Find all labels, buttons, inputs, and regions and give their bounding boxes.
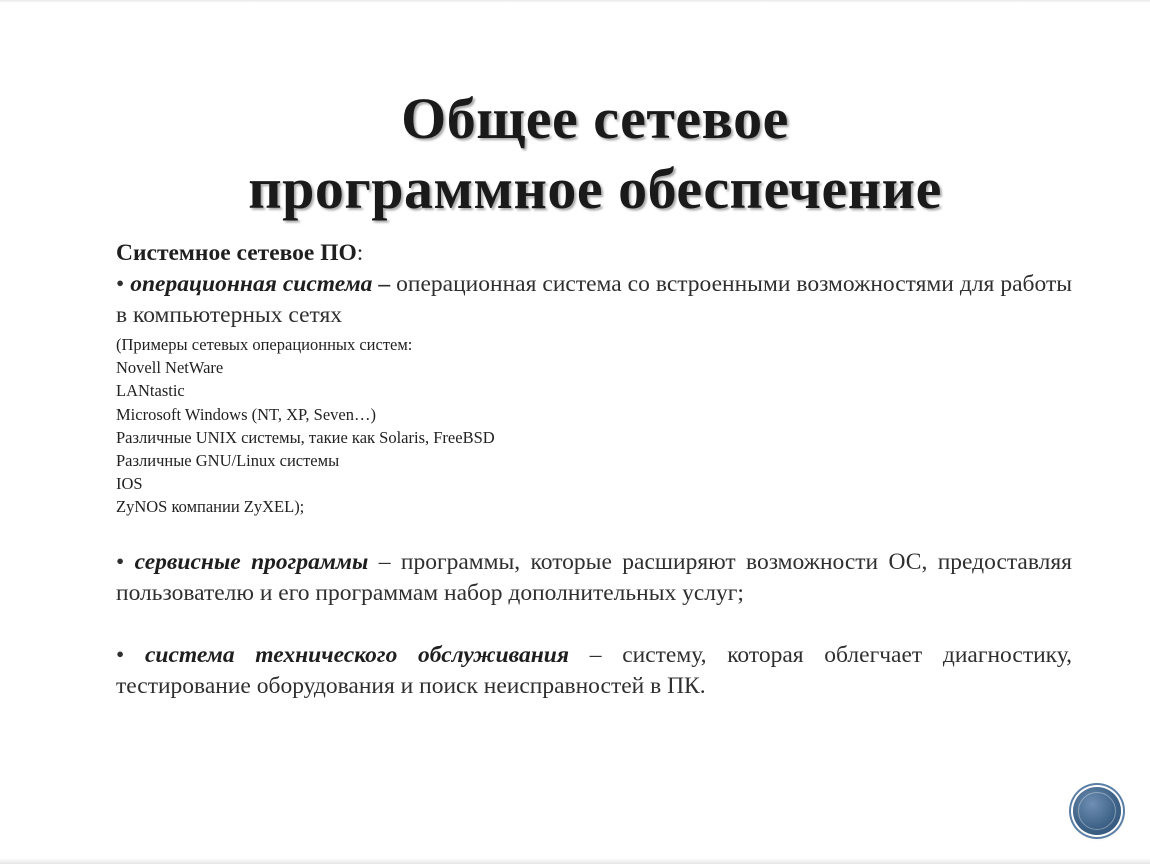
examples-list-item: LANtastic	[116, 381, 185, 401]
title-line-1: Общее сетевое	[401, 86, 789, 151]
section-heading-text: Системное сетевое ПО	[116, 240, 357, 266]
examples-list	[116, 333, 1072, 519]
term-service: сервисные программы	[134, 548, 369, 575]
title-line-2: программное обеспечение	[248, 156, 942, 221]
term-maintenance: система технического обслуживания	[144, 641, 569, 668]
section-heading-colon: :	[356, 240, 364, 266]
bullet-item-os	[116, 269, 1072, 331]
bullet-item-service	[116, 547, 1072, 609]
examples-list-item: Различные GNU/Linux системы	[116, 451, 340, 471]
examples-list-item: ZyNOS компании ZyXEL);	[116, 497, 305, 517]
examples-list-item: Различные UNIX системы, такие как Solaris, FreeBSD	[116, 427, 495, 447]
section-heading	[116, 238, 1072, 269]
definition-service: программы, которые расширяют возможности ОС, предоставляя пользователю и его программам набор дополнительных услуг;	[116, 548, 1072, 606]
circle-nav-icon[interactable]	[1073, 787, 1121, 835]
examples-list-item: Novell NetWare	[116, 358, 224, 378]
definition-os: операционная система со встроенными возможностями для работы в компьютерных сетях	[116, 271, 1072, 328]
examples-list-item: Microsoft Windows (NT, XP, Seven…)	[116, 404, 376, 424]
bullet-marker: •	[116, 641, 125, 668]
slide-top-edge	[0, 0, 1150, 3]
term-dash: –	[372, 271, 397, 297]
definition-maintenance: систему, которая облегчает диагностику, тестирование оборудования и поиск неисправностей в ПК.	[116, 641, 1073, 699]
spacer	[116, 519, 1072, 547]
bullet-marker: •	[116, 548, 125, 575]
bullet-marker: •	[116, 271, 125, 297]
slide-bottom-edge	[0, 858, 1150, 864]
spacer	[116, 609, 1072, 640]
slide-body	[116, 238, 1072, 702]
examples-list-item: (Примеры сетевых операционных систем:	[116, 335, 413, 354]
examples-list-item: IOS	[116, 474, 143, 494]
term-dash: –	[368, 548, 401, 575]
slide-title	[0, 84, 1150, 224]
bullet-item-maintenance	[116, 640, 1072, 702]
term-os: операционная система	[130, 271, 373, 297]
term-dash: –	[569, 641, 623, 668]
